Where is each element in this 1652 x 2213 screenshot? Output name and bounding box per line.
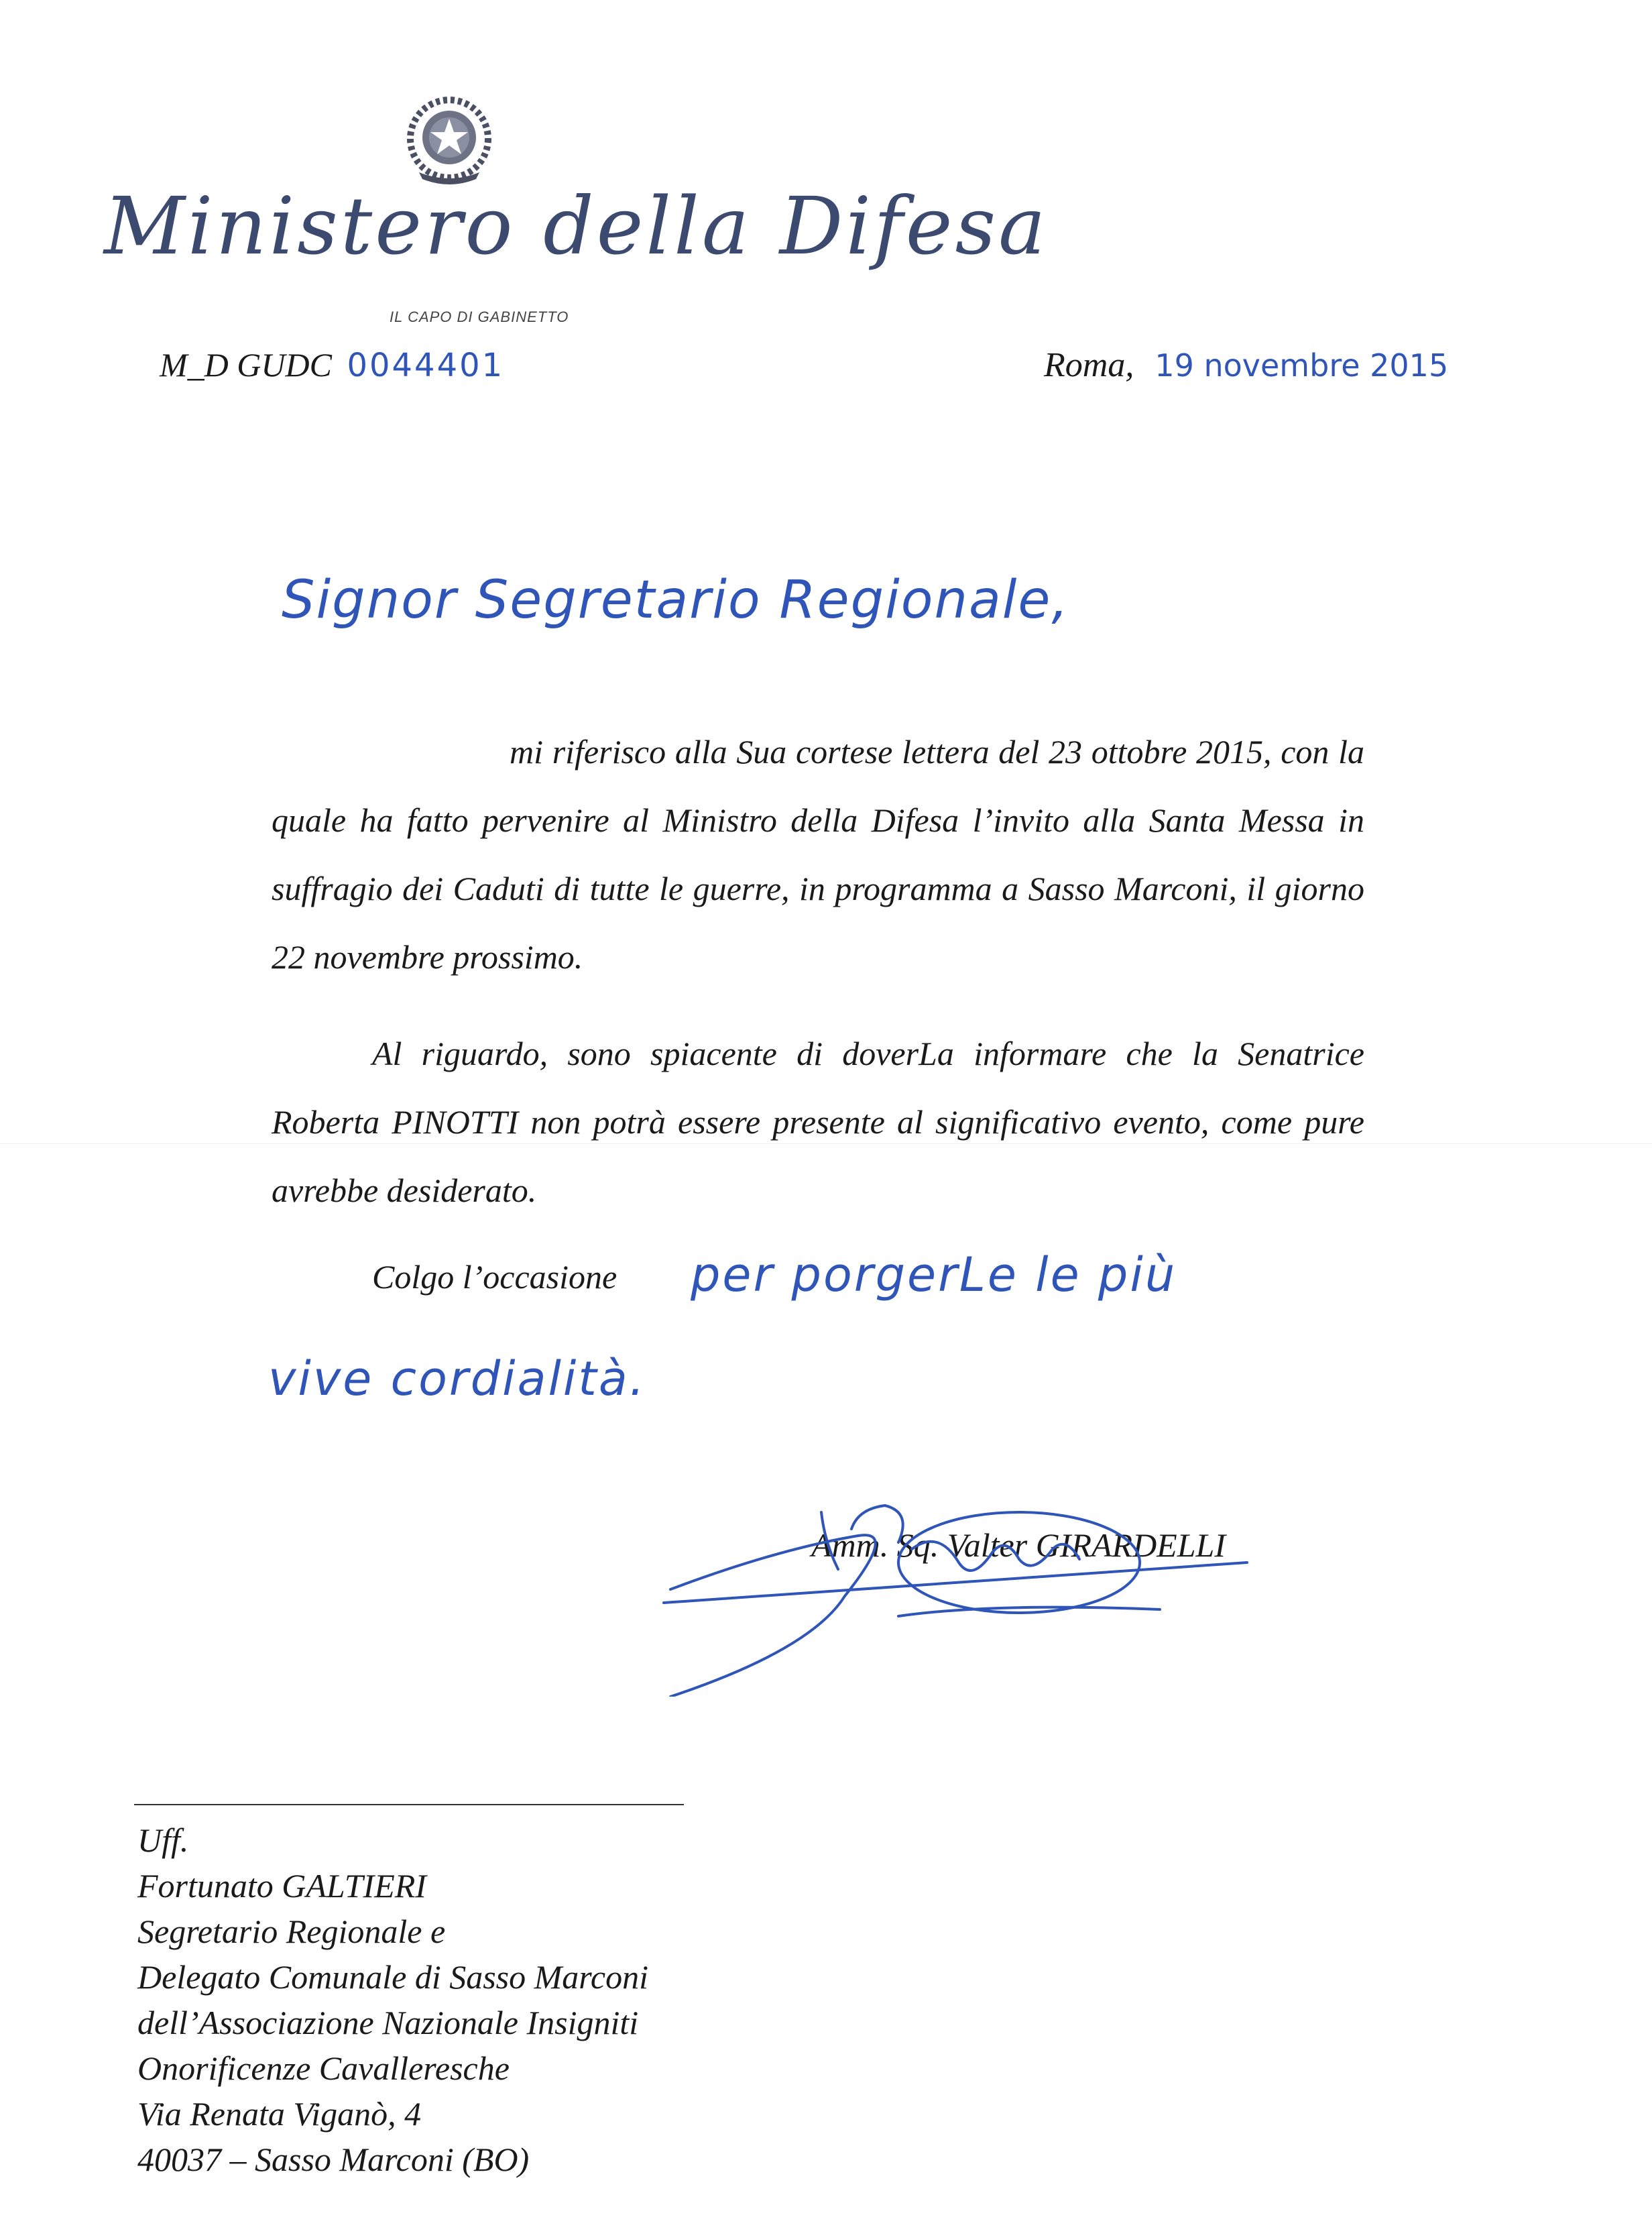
paragraph-2: Al riguardo, sono spiacente di doverLa informare che la Senatrice Roberta PINOTTI non potrà essere presente al significativo evento, come pure avrebbe desiderato.: [272, 1035, 1364, 1209]
recipient-line: Via Renata Viganò, 4: [137, 2095, 422, 2133]
paragraph-1: mi riferisco alla Sua cortese lettera del 23 ottobre 2015, con la quale ha fatto pervenire al Ministro della Difesa l’invito alla Santa Messa in suffragio dei Caduti di tutte le guerre, in programma a Sasso Marconi, il giorno 22 novembre prossimo.: [272, 733, 1364, 976]
recipient-line: Fortunato GALTIERI: [137, 1867, 426, 1905]
recipient-divider: [134, 1804, 684, 1805]
place: Roma,: [1044, 346, 1134, 384]
closing-handwritten-2: vive cordialità.: [268, 1351, 646, 1406]
closing-handwritten-1: per porgerLe le più: [691, 1247, 1177, 1302]
ministry-letterhead: Ministero della Difesa: [104, 180, 1049, 272]
office-title: IL CAPO DI GABINETTO: [390, 308, 569, 325]
recipient-address: [137, 1817, 648, 2182]
recipient-line: Delegato Comunale di Sasso Marconi: [137, 1958, 648, 1996]
recipient-line: Onorificenze Cavalleresche: [137, 2049, 510, 2087]
closing-typed: Colgo l’occasione: [372, 1258, 617, 1296]
recipient-line: 40037 – Sasso Marconi (BO): [137, 2141, 530, 2178]
recipient-line: Uff.: [137, 1821, 189, 1859]
protocol-reference: [160, 345, 504, 384]
place-date: [1044, 345, 1448, 385]
handwritten-signature: [657, 1489, 1260, 1697]
date: 19 novembre 2015: [1155, 347, 1449, 384]
protocol-prefix: M_D GUDC: [160, 346, 332, 384]
salutation: Signor Segretario Regionale,: [282, 570, 1070, 630]
recipient-line: dell’Associazione Nazionale Insigniti: [137, 2004, 639, 2041]
italian-republic-emblem-icon: [392, 91, 506, 191]
protocol-number: 0044401: [347, 347, 505, 384]
signer-name: Amm. Sq. Valter GIRARDELLI: [811, 1526, 1226, 1564]
recipient-line: Segretario Regionale e: [137, 1913, 446, 1950]
